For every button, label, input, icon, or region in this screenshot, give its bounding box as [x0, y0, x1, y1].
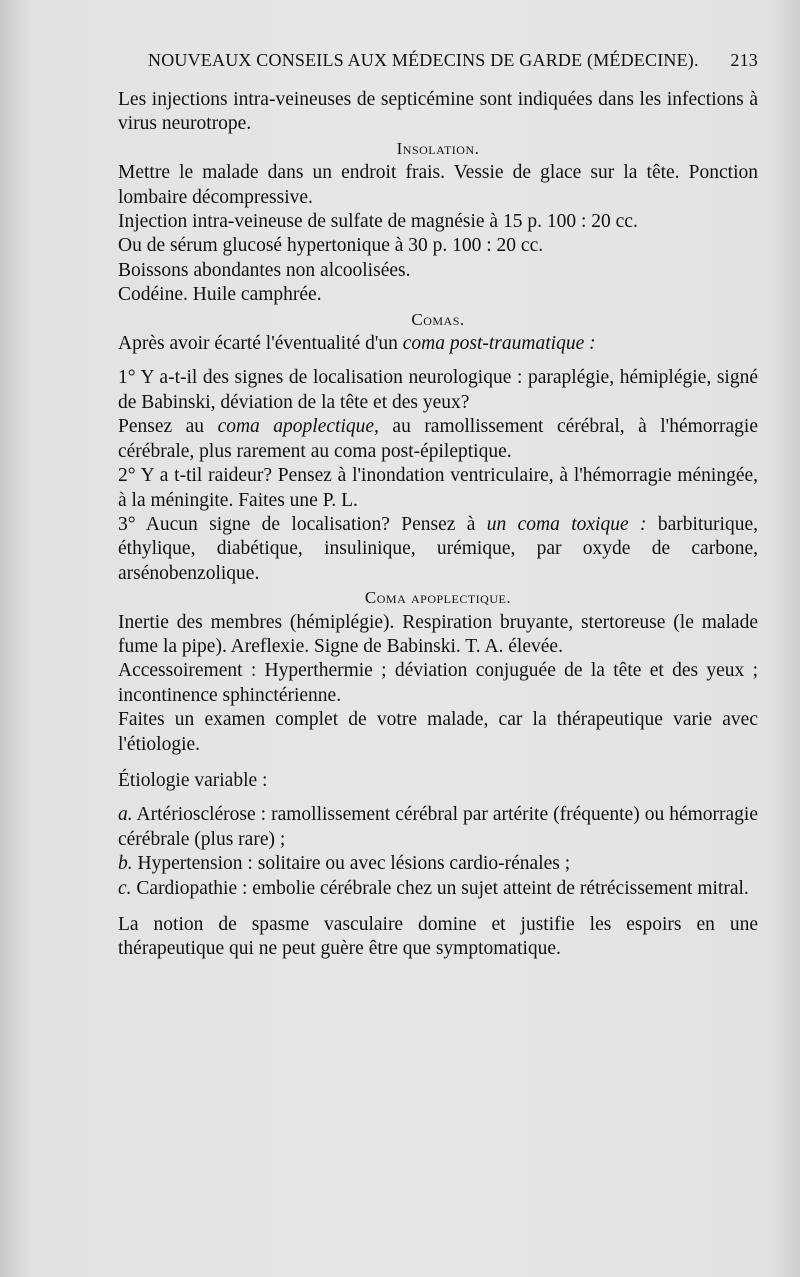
etiology-letter-b: b. [118, 853, 133, 875]
comas-item-1b-emphasis: coma apoplectique, [217, 416, 379, 438]
page-number: 213 [730, 50, 758, 70]
section-heading-comas: Comas. [411, 309, 465, 329]
coma-apoplectique-p5: La notion de spasme vasculaire domine et justifie les espoirs en une thérapeutique qui ne peut guère être que symptomatique. [118, 914, 758, 960]
comas-intro-text: Après avoir écarté l'éventualité d'un [118, 333, 403, 355]
page-body [118, 88, 758, 962]
section-heading-coma-apoplectique: Coma apoplectique. [364, 588, 512, 608]
comas-item-3 [118, 513, 758, 586]
etiology-text-b: Hypertension : solitaire ou avec lésions cardio-rénales ; [132, 853, 571, 875]
running-header [148, 50, 758, 71]
insolation-line-3: Ou de sérum glucosé hypertonique à 30 p. 100 : 20 cc. [118, 235, 544, 257]
coma-apoplectique-p1: Inertie des membres (hémiplégie). Respiration bruyante, stertoreuse (le malade fume la pipe). Areflexie. Signe de Babinski. T. A. élevée. [118, 611, 758, 657]
comas-item-3-pre: 3° Aucun signe de localisation? Pensez à [118, 513, 487, 535]
etiology-letter-a: a. [118, 804, 133, 826]
header-title: NOUVEAUX CONSEILS AUX MÉDECINS DE GARDE (MÉDECINE). [148, 50, 699, 70]
intro-paragraph: Les injections intra-veineuses de septicémine sont indiquées dans les infections à virus neurotrope. [118, 89, 758, 135]
etiology-text-c: Cardiopathie : embolie cérébrale chez un sujet atteint de rétrécissement mitral. [131, 877, 749, 899]
etiology-item-b [118, 852, 758, 876]
comas-intro [118, 332, 758, 356]
insolation-line-5: Codéine. Huile camphrée. [118, 284, 322, 306]
etiology-item-c [118, 877, 758, 901]
insolation-line-4: Boissons abondantes non alcoolisées. [118, 259, 411, 281]
comas-item-3-emphasis: un coma toxique : [486, 513, 647, 535]
coma-apoplectique-p4: Étiologie variable : [118, 769, 268, 791]
comas-intro-emphasis: coma post-traumatique : [402, 333, 596, 355]
section-heading-insolation: Insolation. [396, 138, 480, 158]
comas-item-1b-post: au ramollissement cérébral, à l'hémorragie cérébrale, plus rarement au coma post-épileptique. [118, 416, 758, 462]
comas-item-1b [118, 415, 758, 464]
etiology-text-a: Artériosclérose : ramollissement cérébral par artérite (fréquente) ou hémorragie cérébrale (plus rare) ; [118, 804, 758, 850]
etiology-letter-c: c. [118, 877, 132, 899]
etiology-item-a [118, 803, 758, 852]
comas-item-1: 1° Y a-t-il des signes de localisation neurologique : paraplégie, hémiplégie, signé de Babinski, déviation de la tête et des yeux? [118, 367, 758, 413]
insolation-line-1: Mettre le malade dans un endroit frais. Vessie de glace sur la tête. Ponction lombaire décompressive. [118, 162, 758, 208]
comas-item-2: 2° Y a t-til raideur? Pensez à l'inondation ventriculaire, à l'hémorragie méningée, à la méningite. Faites une P. L. [118, 465, 758, 511]
comas-item-1b-pre: Pensez au [118, 416, 218, 438]
coma-apoplectique-p3: Faites un examen complet de votre malade, car la thérapeutique varie avec l'étiologie. [118, 709, 758, 755]
comas-item-3-post: barbiturique, éthylique, diabétique, insulinique, urémique, par oxyde de carbone, arsénobenzolique. [118, 513, 758, 584]
coma-apoplectique-p2: Accessoirement : Hyperthermie ; déviation conjuguée de la tête et des yeux ; incontinence sphinctérienne. [118, 660, 758, 706]
insolation-line-2: Injection intra-veineuse de sulfate de magnésie à 15 p. 100 : 20 cc. [118, 211, 638, 233]
